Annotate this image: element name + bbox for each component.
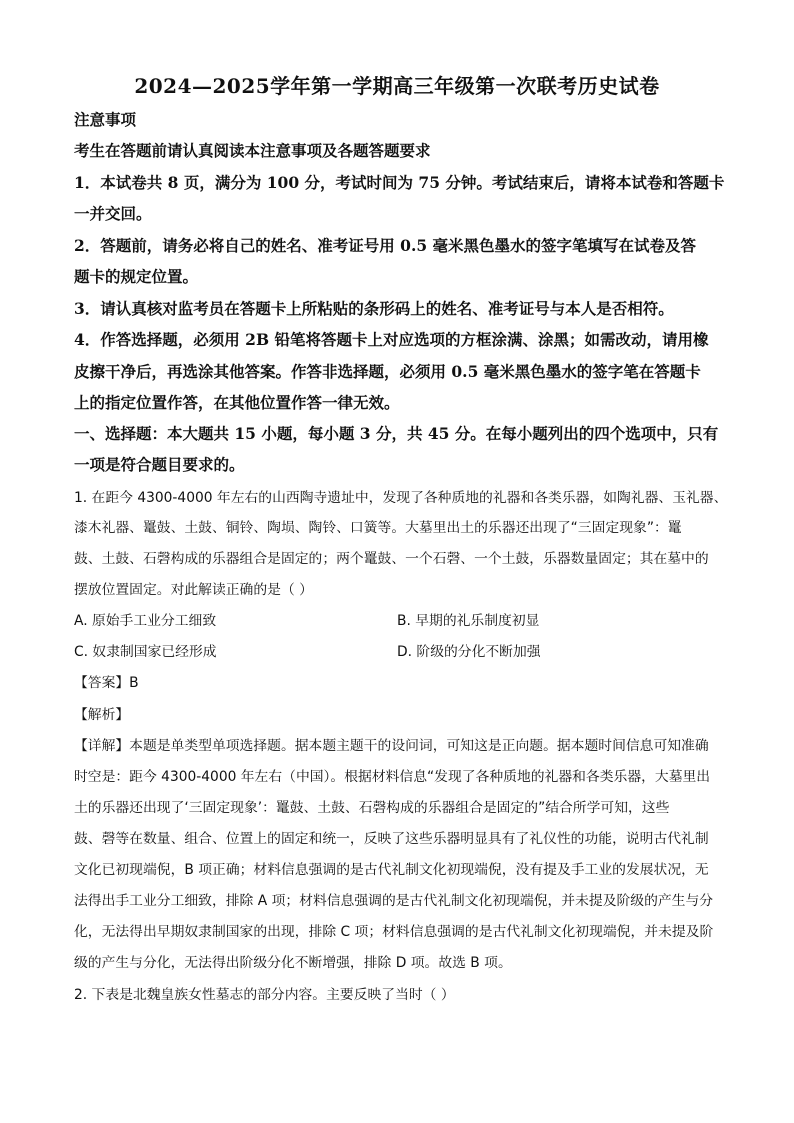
notice-line: 3．请认真核对监考员在答题卡上所粘贴的条形码上的姓名、准考证号与本人是否相符。 — [74, 299, 674, 318]
question-stem-line: 鼓、土鼓、石磬构成的乐器组合是固定的；两个鼍鼓、一个石磬、一个土鼓，乐器数量固定；其在墓中的 — [74, 551, 709, 567]
notice-line: 上的指定位置作答，在其他位置作答一律无效。 — [74, 393, 400, 412]
notice-line: 4．作答选择题，必须用 2B 铅笔将答题卡上对应选项的方框涂满、涂黑；如需改动，请用橡 — [74, 330, 709, 349]
detail-line: 化，无法得出早期奴隶制国家的出现，排除 C 项；材料信息强调的是古代礼制文化初现端倪，并未提及阶 — [74, 924, 714, 940]
answer-label: 【答案】B — [74, 675, 139, 691]
question-stem-line: 摆放位置固定。对此解读正确的是（ ） — [74, 582, 313, 598]
option-d: D. 阶级的分化不断加强 — [397, 644, 541, 660]
notice-line: 题卡的规定位置。 — [74, 267, 199, 286]
detail-line: 鼓、磬等在数量、组合、位置上的固定和统一，反映了这些乐器明显具有了礼仪性的功能，说明古代礼制 — [74, 831, 709, 847]
detail-line: 文化已初现端倪，B 项正确；材料信息强调的是古代礼制文化初现端倪，没有提及手工业的发展状况，无 — [74, 862, 709, 878]
question-stem-line: 漆木礼器、鼍鼓、土鼓、铜铃、陶埙、陶铃、口簧等。大墓里出土的乐器还出现了“三固定现象”：鼍 — [74, 520, 682, 536]
notice-line: 1．本试卷共 8 页，满分为 100 分，考试时间为 75 分钟。考试结束后，请将本试卷和答题卡 — [74, 173, 725, 192]
detail-line: 时空是：距今 4300-4000 年左右（中国）。根据材料信息“发现了各种质地的礼器和各类乐器，大墓里出 — [74, 769, 711, 785]
notice-intro: 考生在答题前请认真阅读本注意事项及各题答题要求 — [74, 141, 431, 160]
detail-line: 级的产生与分化，无法得出阶级分化不断增强，排除 D 项。故选 B 项。 — [74, 955, 512, 971]
section-heading: 一、选择题：本大题共 15 小题，每小题 3 分，共 45 分。在每小题列出的四个选项中，只有 — [74, 424, 719, 443]
detail-line: 法得出手工业分工细致，排除 A 项；材料信息强调的是古代礼制文化初现端倪，并未提及阶级的产生与分 — [74, 893, 714, 909]
detail-line: 【详解】本题是单类型单项选择题。据本题主题干的设问词，可知这是正向题。据本题时间信息可知准确 — [74, 738, 709, 754]
section-heading: 一项是符合题目要求的。 — [74, 455, 245, 474]
option-c: C. 奴隶制国家已经形成 — [74, 644, 217, 660]
question-stem-line: 1. 在距今 4300-4000 年左右的山西陶寺遗址中，发现了各种质地的礼器和各类乐器，如陶礼器、玉礼器、 — [74, 490, 728, 506]
notice-heading: 注意事项 — [74, 110, 137, 129]
page-title: 2024—2025学年第一学期高三年级第一次联考历史试卷 — [134, 74, 660, 98]
detail-line: 土的乐器还出现了‘三固定现象’：鼍鼓、土鼓、石磬构成的乐器组合是固定的”结合所学可知，这些 — [74, 800, 670, 816]
question-stem-line: 2. 下表是北魏皇族女性墓志的部分内容。主要反映了当时（ ） — [74, 987, 455, 1003]
option-b: B. 早期的礼乐制度初显 — [397, 613, 540, 629]
notice-line: 一并交回。 — [74, 204, 152, 223]
notice-line: 2．答题前，请务必将自己的姓名、准考证号用 0.5 毫米黑色墨水的签字笔填写在试卷及答 — [74, 236, 697, 255]
notice-line: 皮擦干净后，再选涂其他答案。作答非选择题，必须用 0.5 毫米黑色墨水的签字笔在答题卡 — [74, 362, 701, 381]
analysis-label: 【解析】 — [74, 707, 130, 723]
option-a: A. 原始手工业分工细致 — [74, 613, 217, 629]
